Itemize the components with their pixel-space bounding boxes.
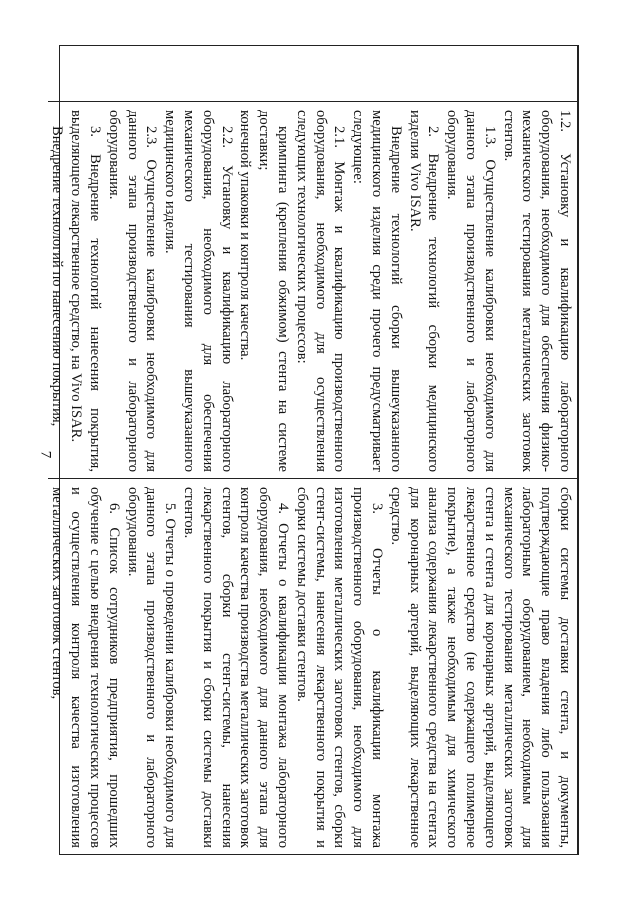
paragraph: Внедрение технологий по нанесению покрытия, [49, 126, 66, 427]
paragraph: 5. Отчеты о проведении калибровки необходимого для данного этапа производственного и лабораторного оборудования. [124, 487, 179, 848]
blank-column [48, 46, 577, 102]
paragraph: сборки системы доставки стента, и документы, подтверждающие право владения либо пользования лабораторным оборудованием, необходимым для механического тестирования металлических заготовок стента и стента для коронарных артерий, выделяющего лекарственное средство (не содержащего полимерное покрытие), а также необходимым для химического анализа содержания лекарственного средства на стентах для коронарных артерий, выделяющих лекарственное средство. [387, 487, 573, 848]
page-number: 7 [37, 450, 54, 459]
paragraph: 2.3. Осуществление калибровки необходимого для данного этапа производственного и лабораторного оборудования. [105, 110, 160, 472]
paragraph: 1.3. Осуществление калибровки необходимого для данного этапа производственного и лабораторного оборудования. [444, 110, 498, 472]
table-body-row [48, 46, 577, 854]
paragraph: 4. Отчеты о квалификации монтажа лабораторного оборудования, необходимого для данного этапа для контроля качества производства металлических заготовок стентов, сборки стент-системы, нанесения лекарственного покрытия и сборки системы доставки стентов. [181, 487, 292, 848]
rotated-scan [49, 45, 579, 855]
paragraph: конечной упаковки и контроля качества. [237, 110, 254, 361]
paragraph: 2. Внедрение технологий сборки медицинского изделия Vivo ISAR. [406, 110, 442, 472]
paragraph: 2.1. Монтаж и квалификацию производственного оборудования, необходимого для осуществления следующих технологических процессов: [293, 110, 348, 472]
paragraph: 3. Внедрение технологий нанесения покрытия, выделяющего лекарственное средство, на Vivo ISAR. [68, 110, 104, 472]
paragraph: 3. Отчеты о квалификации монтажа производственного оборудования, необходимого для изготовления металлических заготовок стентов, сборки стент-системы, нанесения лекарственного покрытия и сборки системы доставки стентов. [293, 487, 386, 848]
activities-column [48, 102, 577, 479]
paragraph: кримпинга (крепления обжимом) стента на системе доставки; [256, 110, 292, 472]
documents-column [48, 479, 577, 854]
paragraph: 2.2. Установку и квалификацию лабораторного оборудования, необходимого для обеспечения механического тестирования вышеуказанного медицинского изделия. [162, 110, 235, 472]
paragraph: 6. Список сотрудников предприятия, прошедших обучение с целью внедрения технологических процессов и осуществления контроля качества изготовления металлических заготовок стентов, [49, 487, 122, 848]
table-header-row [577, 46, 578, 854]
paragraph: 1.2. Установку и квалификацию лабораторного оборудования, необходимого для обеспечения физико-механического тестирования металлических заготовок стентов. [500, 110, 573, 472]
contract-table [49, 45, 579, 855]
paragraph: Внедрение технологий сборки вышеуказанного медицинского изделия среди прочего предусматривает следующее: [350, 110, 404, 472]
